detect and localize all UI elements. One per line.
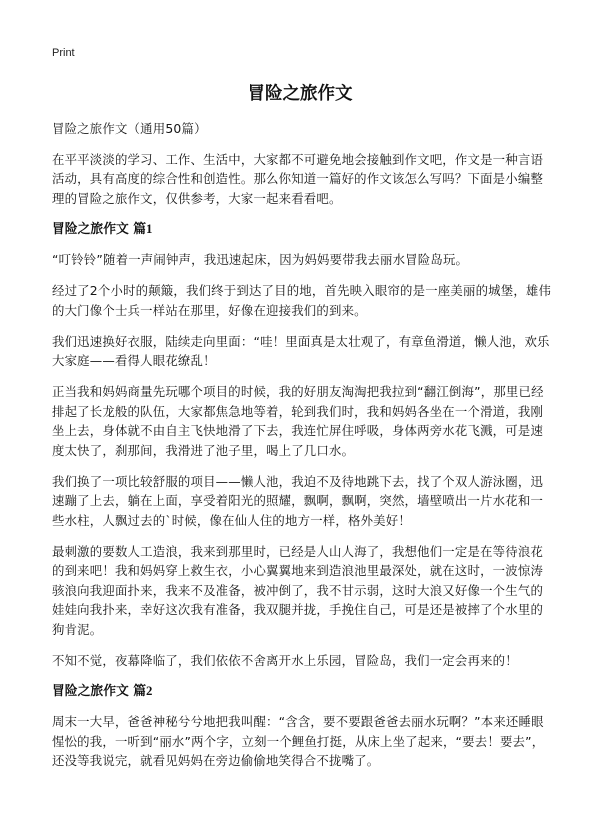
paragraph: 最刺激的要数人工造浪，我来到那里时，已经是人山人海了，我想他们一定是在等待浪花的到来吧！我和妈妈穿上救生衣，小心翼翼地来到造浪池里最深处，就在这时，一波惊涛骇浪向我迎面扑来，我来不及准备，被冲倒了，我不甘示弱，这时大浪又好像一个生气的娃娃向我扑来，幸好这次我有准备，我双腿并拢，手挽住自己，可是还是被摔了个水里的狗肯泥。 — [52, 543, 544, 637]
section-heading-number: 1 — [146, 221, 153, 236]
paragraph: “叮铃铃”随着一声闹钟声，我迅速起床，因为妈妈要带我去丽水冒险岛玩。 — [52, 252, 469, 267]
page-title: 冒险之旅作文 — [247, 84, 353, 104]
section-heading — [52, 682, 552, 702]
article-subtitle: 冒险之旅作文（通用50篇） — [52, 121, 207, 136]
section-heading-text: 冒险之旅作文 篇 — [52, 683, 147, 699]
paragraph: 周末一大早，爸爸神秘兮兮地把我叫醒：“含含，要不要跟爸爸去丽水玩啊？”本来还睡眼惺忪的我，一听到“丽水”两个字，立刻一个鲤鱼打挺，从床上坐了起来，“要去！要去”，还没等我说完，就看见妈妈在旁边偷偷地笑得合不拢嘴了。 — [52, 714, 545, 768]
paragraph: 不知不觉，夜幕降临了，我们依依不舍离开水上乐园，冒险岛，我们一定会再来的！ — [52, 652, 518, 668]
paragraph: 我们迅速换好衣服，陆续走向里面：“哇！里面真是太壮观了，有章鱼滑道，懒人池，欢乐大家庭——看得人眼花缭乱！ — [52, 333, 550, 368]
section-1 — [52, 220, 552, 671]
intro-paragraph: 在平平淡淡的学习、工作、生活中，大家都不可避免地会接触到作文吧，作文是一种言语活动，具有高度的综合性和创造性。那么你知道一篇好的作文该怎么写吗？下面是小编整理的冒险之旅作文，仅供参考，大家一起来看看吧。 — [52, 151, 544, 206]
section-heading-number: 2 — [146, 683, 153, 698]
section-heading-text: 冒险之旅作文 篇 — [52, 221, 147, 237]
article-body — [52, 119, 552, 782]
paragraph: 正当我和妈妈商量先玩哪个项目的时候，我的好朋友淘淘把我拉到“翻江倒海”，那里已经排起了长龙般的队伍，大家都焦急地等着，轮到我们时，我和妈妈各坐在一个滑道，我刚坐上去，身体就不由自主飞快地滑了下去，我连忙屏住呼吸，身体两旁水花飞溅，可是速度太快了，刹那间，我滑进了池子里，喝上了几口水。 — [52, 384, 544, 458]
paragraph: 我们换了一项比较舒服的项目——懒人池，我迫不及待地跳下去，找了个双人游泳圈，迅速蹦了上去，躺在上面，享受着阳光的照耀，飘啊，飘啊，突然，墙壁喷出一片水花和一些水柱，人飘过去的`时候，像在仙人住的地方一样，格外美好！ — [52, 473, 544, 528]
print-link[interactable]: Print — [52, 47, 75, 59]
paragraph: 经过了2个小时的颠簸，我们终于到达了目的地，首先映入眼帘的是一座美丽的城堡，雄伟的大门像个士兵一样站在那里，好像在迎接我们的到来。 — [52, 283, 552, 318]
section-heading — [52, 220, 552, 240]
section-2 — [52, 682, 552, 771]
